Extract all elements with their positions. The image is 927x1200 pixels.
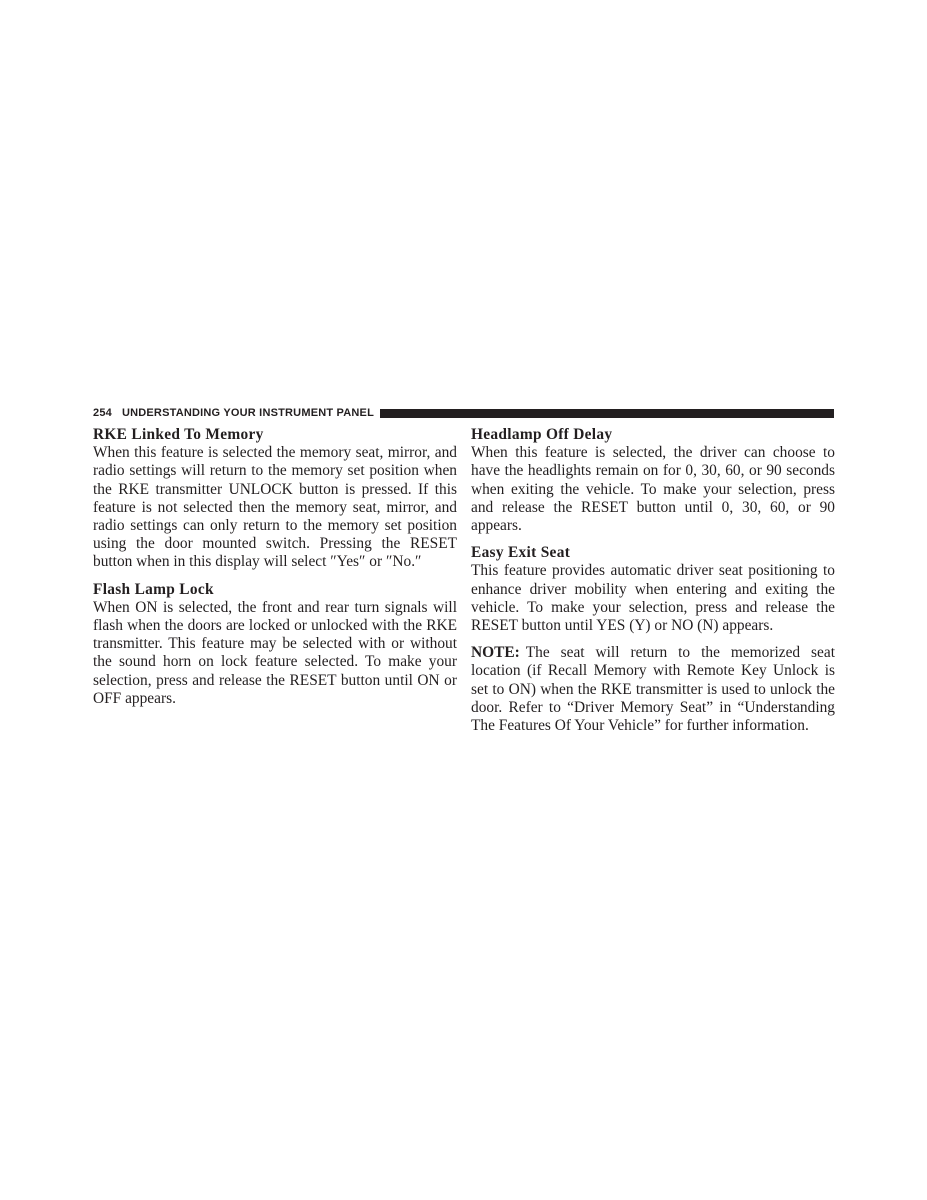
left-column [93, 426, 457, 717]
section-title: UNDERSTANDING YOUR INSTRUMENT PANEL [121, 407, 375, 419]
right-column [471, 426, 835, 735]
note-label: NOTE: [471, 644, 520, 662]
section-rke-linked-to-memory [93, 426, 457, 572]
section-easy-exit-seat [471, 544, 835, 635]
note [471, 644, 835, 735]
section-heading: Headlamp Off Delay [471, 426, 613, 443]
section-body: This feature provides automatic driver seat positioning to enhance driver mobility when entering and exiting the vehicle. To make your selection, press and release the RESET button until YES (Y) or NO (N) appears. [471, 562, 835, 635]
section-body: When ON is selected, the front and rear turn signals will flash when the doors are locked or unlocked with the RKE transmitter. This feature may be selected with or without the sound horn on lock feature selected. To make your selection, press and release the RESET button until ON or OFF appears. [93, 598, 457, 707]
section-flash-lamp-lock [93, 581, 457, 708]
note-text: The seat will return to the memorized seat location (if Recall Memory with Remote Key Unlock is set to ON) when the RKE transmitter is used to unlock the door. Refer to “Driver Memory Seat” in “Understanding The Features Of Your Vehicle” for further information. [471, 644, 835, 735]
section-heading: Flash Lamp Lock [93, 580, 214, 598]
section-body: When this feature is selected, the driver can choose to have the headlights remain on for 0, 30, 60, or 90 seconds when exiting the vehicle. To make your selection, press and release the RESET button until 0, 30, 60, or 90 appears. [471, 444, 835, 535]
section-heading: Easy Exit Seat [471, 544, 571, 562]
header-rule [380, 409, 834, 418]
page-header [93, 405, 834, 421]
section-body: When this feature is selected the memory seat, mirror, and radio settings will return to the memory set position when the RKE transmitter UNLOCK button is pressed. If this feature is not selected then the memory seat, mirror, and radio settings can only return to the memory set position using the door mounted switch. Pressing the RESET button when in this display will select ″Yes″ or ″No.″ [93, 444, 457, 571]
section-headlamp-off-delay [471, 426, 835, 535]
page-number: 254 [93, 407, 112, 419]
section-heading: RKE Linked To Memory [93, 426, 264, 443]
